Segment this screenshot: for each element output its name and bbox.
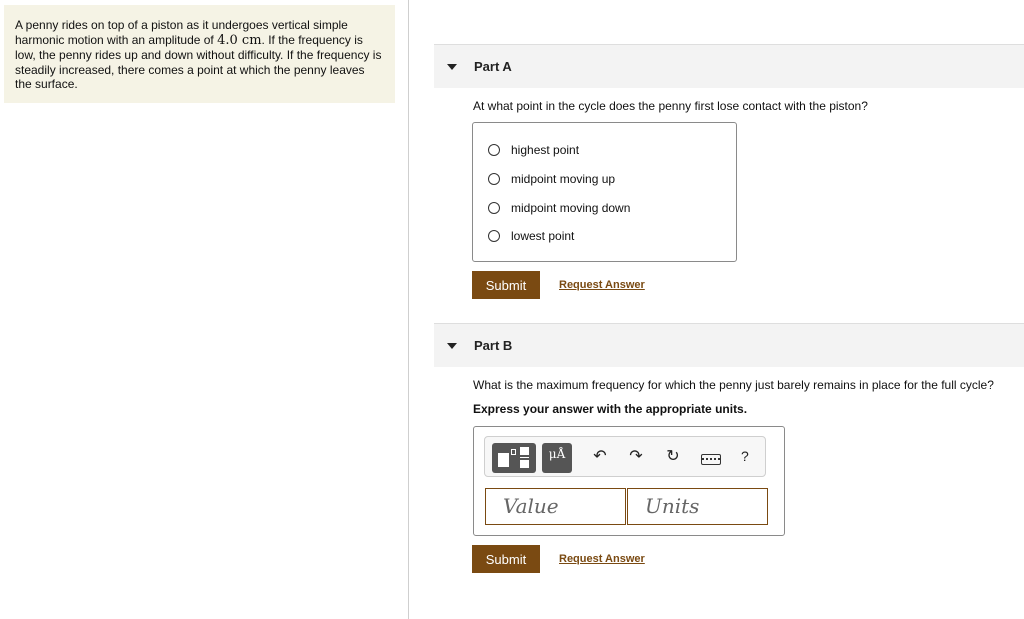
caret-down-icon[interactable] [447,343,457,349]
units-input[interactable]: Units [627,488,768,525]
choice-label: midpoint moving down [511,201,631,215]
radio-button-icon[interactable] [488,202,500,214]
value-input[interactable]: Value [485,488,626,525]
part-b-header[interactable] [434,323,1024,367]
reset-icon[interactable]: ↻ [666,448,680,465]
part-b-submit-button[interactable]: Submit [472,545,540,573]
radio-button-icon[interactable] [488,144,500,156]
caret-down-icon[interactable] [447,64,457,70]
help-button[interactable]: ? [741,448,749,464]
part-b-answer-box [473,426,785,536]
radio-button-icon[interactable] [488,230,500,242]
part-a-title: Part A [474,59,512,74]
part-b-question: What is the maximum frequency for which the penny just barely remains in place for the full cycle? [473,378,994,392]
part-a-choices [472,122,737,262]
choice-label: lowest point [511,229,575,243]
undo-icon[interactable]: ↶ [593,448,607,465]
radio-button-icon[interactable] [488,173,500,185]
problem-text-after: . If the frequency is low, the penny rides up and down without difficulty. If the frequency is steadily increased, there comes a point at which the penny leaves the surface. [15,32,382,91]
problem-text-before: A penny rides on top of a piston as it undergoes vertical simple harmonic motion with an amplitude of [15,18,348,47]
part-a-request-answer-link[interactable]: Request Answer [559,279,645,291]
templates-icon[interactable] [492,443,536,473]
problem-statement [4,5,395,103]
keyboard-icon[interactable] [701,454,721,465]
choice-midpoint-moving-down[interactable] [488,201,630,215]
part-b-instruction: Express your answer with the appropriate units. [473,402,748,416]
choice-label: midpoint moving up [511,172,616,186]
units-button[interactable]: μÅ [542,443,572,473]
amplitude-value: 4.0 cm [217,32,262,48]
redo-icon[interactable]: ↷ [629,448,643,465]
part-a-question: At what point in the cycle does the penny first lose contact with the piston? [473,99,868,113]
choice-lowest-point[interactable] [488,229,574,243]
choice-label: highest point [511,143,580,157]
part-b-title: Part B [474,338,513,353]
choice-midpoint-moving-up[interactable] [488,172,615,186]
choice-highest-point[interactable] [488,143,579,157]
part-b-request-answer-link[interactable]: Request Answer [559,553,645,565]
math-toolbar [484,436,766,477]
part-a-submit-button[interactable]: Submit [472,271,540,299]
part-a-header[interactable] [434,44,1024,88]
column-divider [408,0,409,619]
